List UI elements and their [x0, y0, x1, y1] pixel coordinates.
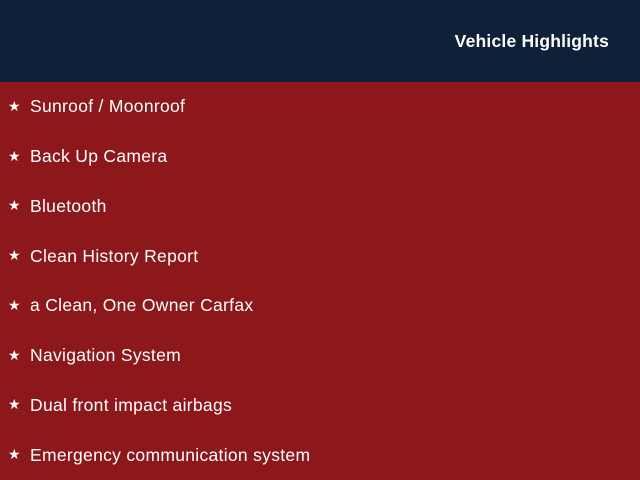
star-icon: ★ — [8, 296, 21, 313]
page-title: Vehicle Highlights — [454, 30, 609, 51]
list-item-label: Dual front impact airbags — [30, 394, 233, 415]
list-item — [0, 381, 640, 431]
star-icon: ★ — [8, 396, 21, 413]
highlight-list — [0, 82, 640, 480]
list-item — [0, 182, 640, 232]
list-item — [0, 430, 640, 480]
list-item-label: a Clean, One Owner Carfax — [30, 295, 254, 316]
list-item-label: Back Up Camera — [30, 146, 168, 167]
list-item-label: Bluetooth — [30, 195, 107, 216]
list-item — [0, 331, 640, 381]
star-icon: ★ — [8, 446, 21, 463]
list-item-label: Sunroof / Moonroof — [30, 96, 186, 117]
star-icon: ★ — [8, 346, 21, 363]
list-item — [0, 82, 640, 132]
list-item-label: Emergency communication system — [30, 444, 311, 465]
list-item — [0, 281, 640, 331]
star-icon: ★ — [8, 97, 21, 114]
list-item — [0, 132, 640, 182]
header-bar — [0, 0, 640, 82]
list-item — [0, 231, 640, 281]
list-item-label: Navigation System — [30, 345, 181, 366]
list-item-label: Clean History Report — [30, 245, 199, 266]
star-icon: ★ — [8, 197, 21, 214]
star-icon: ★ — [8, 147, 21, 164]
star-icon: ★ — [8, 247, 21, 264]
